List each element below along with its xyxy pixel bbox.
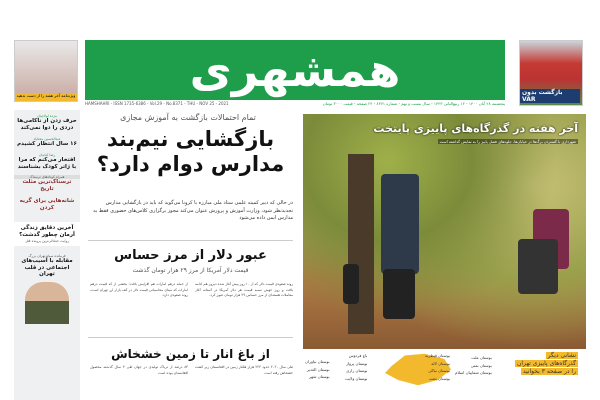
promo-line: گذرگاه‌های پاییزی تهران bbox=[516, 360, 576, 368]
dateline-persian: پنجشنبه ۲۸ آبان ۱۴۰۰ - ۱۴ ربیع‌الثانی ۱۴۴۳ - سال بیست و نهم - شماره ۸۳۷۱ - ۲۴ صفحه - قیمت ۳۰۰۰ تومان bbox=[322, 101, 505, 106]
left-kicker: همراه کوتاه‌های ترسناک bbox=[14, 175, 80, 179]
sports-thumbnail[interactable] bbox=[519, 40, 583, 106]
dateline-latin: HAMSHAHRI - ISSN 1735-6386 - Vol.29 - No.8371 - THU - NOV 25 - 2021 bbox=[85, 101, 229, 106]
left-title: حرف زدن از ناکامی‌ها دردی را دوا نمی‌کند bbox=[17, 118, 77, 131]
main-kicker: تمام احتمالات بازگشت به آموزش مجازی bbox=[120, 113, 256, 122]
left-item[interactable] bbox=[14, 222, 80, 246]
left-sub: روایت جنجالی‌ترین پرونده قتل bbox=[25, 238, 69, 243]
left-kicker: رضا کیانیان bbox=[38, 152, 56, 157]
poppy-body-right: طی سال ۲۰۲۰ حدود ۲۲۴ هزار هکتار زمین در افغانستان زیر کشت خشخاش رفته است bbox=[195, 365, 293, 375]
left-kicker: فرمانده سپاه تهران بزرگ bbox=[28, 253, 66, 258]
park-label: بوستان نمتی bbox=[470, 362, 492, 368]
park-label: بوستان شفاییان اسلام bbox=[455, 370, 492, 376]
park-label: بوستان نیاوران bbox=[305, 359, 330, 364]
left-title: شانه‌هایی برای گریه کردن bbox=[19, 198, 75, 211]
dollar-subhead: قیمت دلار آمریکا از مرز ۲۹ هزار تومان گذشت bbox=[132, 267, 249, 274]
parks-list-mid bbox=[425, 352, 450, 382]
left-title: ۱۶ سال انتظار کشیدم bbox=[17, 140, 77, 147]
promo-box[interactable] bbox=[508, 352, 578, 376]
left-title: مقابله با آسیب‌های اجتماعی در قلب تهران bbox=[21, 257, 73, 278]
main-headline[interactable]: بازگشایی نیم‌بند مدارس دوام دارد؟ bbox=[96, 127, 285, 177]
supplement-caption: ویژه‌نامه آخر هفته را از دست ندهید bbox=[15, 93, 77, 101]
park-label: بوستان پرواز bbox=[345, 360, 368, 366]
parks-list-right bbox=[455, 354, 492, 377]
photo-title: آخر هفته در گذرگاه‌های پاییزی پایتخت bbox=[373, 122, 578, 135]
poppy-headline[interactable]: از باغ انار تا زمین خشخاش bbox=[111, 347, 270, 361]
left-title: آخرین دقایق زندگی آرمان چطور گذشت؟ bbox=[19, 224, 75, 238]
park-label: بوستان الغدیر bbox=[306, 366, 330, 372]
dateline bbox=[85, 101, 505, 109]
parks-list-far-left bbox=[305, 358, 330, 381]
left-item[interactable] bbox=[14, 198, 80, 212]
left-title: ترسناک‌ترین مثلث تاریخ bbox=[22, 179, 72, 193]
parks-list-left bbox=[345, 352, 367, 382]
park-label: بوستان بعثت bbox=[428, 375, 451, 381]
sports-caption: بازگشت بدون VAR bbox=[520, 89, 580, 103]
photo-subtitle: شهرداری با گستردن برگ‌ها در خیابان‌ها، جلوه‌های فصل پاییز را به نمایش گذاشته است bbox=[439, 139, 576, 144]
park-label: بوستان قیطریه bbox=[425, 353, 451, 358]
dollar-headline[interactable]: عبور دلار از مرز حساس bbox=[114, 248, 267, 263]
masthead-logo: همشهری bbox=[85, 40, 505, 100]
main-lead: در حالی که دبیر کمیته علمی ستاد ملی مبارزه با کرونا می‌گوید که باید در بازگشایی مدارس تجدیدنظر شود، وزارت آموزش و پرورش عنوان می‌کند مجوز برگزاری کلاس‌های حضوری فقط به مدارس ایمن داده می‌شود bbox=[93, 200, 293, 221]
park-label: بوستان لاله bbox=[431, 360, 451, 366]
left-kicker: عبدالحسین مختاباد bbox=[33, 136, 61, 141]
autumn-photo[interactable] bbox=[303, 114, 586, 349]
park-label: باغ فردوس bbox=[348, 353, 368, 358]
left-item[interactable] bbox=[14, 153, 80, 171]
commander-photo bbox=[25, 282, 69, 324]
dollar-body-right: روند صعودی قیمت دلار که از ۱۰ روز پیش آغاز شده دیروز هم ادامه یافت و روز جهش نسبه قیمت هر دلار آمریکا در آستانه آغاز معاملات هسته‌ای از مرز حساس ۲۹ هزار تومان عبور کرد. bbox=[195, 282, 293, 298]
park-label: بوستان شهر bbox=[309, 374, 330, 380]
promo-line: نشانی دیگر bbox=[547, 352, 576, 359]
left-title: افتخار می‌کنم که مرا با ژاتر کودک بشناسند bbox=[17, 156, 77, 170]
left-item[interactable] bbox=[14, 137, 80, 148]
park-label: بوستان ولایت bbox=[345, 375, 368, 381]
left-item[interactable] bbox=[14, 254, 80, 279]
left-item[interactable] bbox=[14, 114, 80, 132]
park-label: بوستان نیاکی bbox=[428, 368, 451, 374]
promo-line: را در صفحه ۳ بخوانید bbox=[522, 368, 576, 376]
dollar-body-left: از جمله درهم امارات هم افزایش یافت؛ بخشی از که قیمت درهم امارات که مبنای محاسباتی قیمت دلار در کف بازار ارز تهران است، روند صعودی دارد. bbox=[90, 282, 188, 298]
weekend-supplement-thumbnail[interactable] bbox=[14, 40, 78, 102]
left-item[interactable] bbox=[14, 175, 80, 193]
left-column bbox=[14, 110, 80, 400]
left-kicker: مژده لولاچیان bbox=[36, 114, 58, 118]
park-label: بوستان ملت bbox=[471, 355, 492, 360]
poppy-body-left: ۸۳ درصد از تریاک تولیدی در جهان طی ۴ سال گذشته محصول افغانستان بوده است bbox=[90, 365, 189, 375]
park-label: بوستان رازی bbox=[346, 368, 368, 374]
